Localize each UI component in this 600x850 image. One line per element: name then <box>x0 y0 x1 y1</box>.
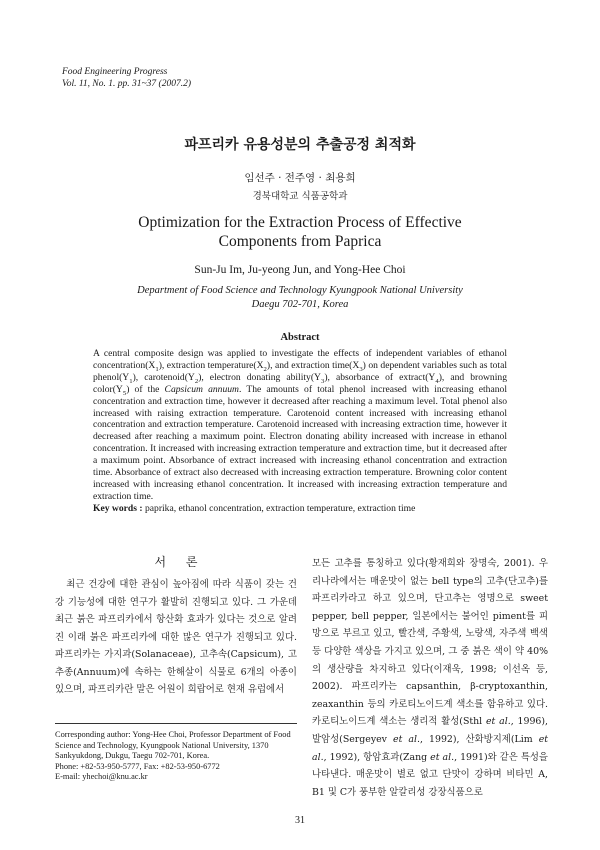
journal-header <box>62 66 191 90</box>
english-title-line2: Components from Paprica <box>218 233 382 250</box>
abstract-subscript: 1 <box>155 365 159 373</box>
abstract-text <box>93 348 507 503</box>
abstract-part: ), carotenoid(Y <box>132 371 195 383</box>
abstract-heading: Abstract <box>280 332 320 343</box>
abstract-subscript: 2 <box>263 365 267 373</box>
journal-volume: Vol. 11, No. 1. pp. 31~37 (2007.2) <box>62 79 191 89</box>
keywords <box>93 503 507 514</box>
footnote-divider <box>55 723 297 724</box>
body-right-column <box>312 555 548 801</box>
footnote <box>55 730 305 783</box>
abstract-part: ), extraction temperature(X <box>158 359 264 371</box>
abstract-subscript: 4 <box>435 377 439 385</box>
korean-title: 파프리카 유용성분의 추출공정 최적화 <box>184 137 416 153</box>
footnote-line2: Phone: +82-53-950-5777, Fax: +82-53-950-6772 <box>55 761 220 771</box>
page-number: 31 <box>295 815 305 826</box>
et-al: et al <box>430 751 452 763</box>
footnote-line3: E-mail: yhechoi@knu.ac.kr <box>55 772 148 782</box>
species-name: Capsicum annuum <box>164 383 239 395</box>
abstract-subscript: 3 <box>359 365 363 373</box>
journal-name: Food Engineering Progress <box>62 67 168 77</box>
abstract-subscript: 3 <box>320 377 325 385</box>
body-left-column: 최근 건강에 대한 관심이 높아짐에 따라 식품이 갖는 건강 기능성에 대한 연구가 활발히 진행되고 있다. 그 가운데 최근 붉은 파프리카에서 항산화 효과가 있다는 것으로 알려진 이래 붉은 파프리카에 대한 많은 연구가 진행되고 있다. 파프리카는 가지과(Solanaceae), 고추속(Capsicum), 고추종(Annuum)에 속하는 한해살이 식물로 6개의 아종이 있으며, 파프리카란 말은 어원이 희랍어로 현재 유럽에서 <box>55 579 297 695</box>
english-title-line1: Optimization for the Extraction Process of Effective <box>138 214 462 231</box>
english-affiliation-line2: Daegu 702-701, Korea <box>251 299 349 310</box>
abstract-part: . The amounts of total phenol increased with increasing ethanol concentration and extraction time, however it decreased after reaching a maximum level. Total phenol also increased with raising extraction temperature. Carotenoid content increased with increasing ethanol concentration and extraction temperature. Carotenoid increased with increasing extraction time, however it decreased after reaching a maximum point. Electron donating ability increased with increase in ethanol concentration. It increased with increasing extraction temperature and extraction time, but it decreased after a maximum point. Absorbance of extract increased with increasing ethanol concentration and extraction time. Absorbance of extract also decreased with increasing extraction temperature. Browning color content increased with increasing ethanol concentration. It increased with increasing extraction temperature and extraction time. <box>93 383 507 502</box>
abstract-part: A central composite design was applied to investigate the effects of independent variables of ethanol concentration(X <box>93 348 507 371</box>
english-affiliation-line1: Department of Food Science and Technology Kyungpook National University <box>137 285 463 296</box>
footnote-line1: Corresponding author: Yong-Hee Choi, Professor Department of Food Science and Technology, Kyungpook National University, 1370 Sankyukdong, Dukgu, Taegu 702-701, Korea. <box>55 730 291 761</box>
abstract-subscript: 2 <box>194 377 199 385</box>
abstract-part: ), absorbance of extract(Y <box>324 371 436 383</box>
abstract-part: ) on dependent variables such as total phenol(Y <box>93 359 507 383</box>
abstract-subscript: 5 <box>122 389 127 397</box>
body-part: 모든 고추를 통칭하고 있다(황재희와 장명숙, 2001). 우리나라에서는 매운맛이 없는 bell type의 고추(단고추)를 파프리카라고 하고 있으며, 단고추는 영명으로 sweet pepper, bell pepper, 일본에서는 불어인 piment를 피망으로 부르고 있고, 빨간색, 주황색, 노랑색, 자주색 백색 등 다양한 색상을 가지고 있으며, 그 중 붉은 색이 약 40%의 생산량을 차지하고 있다(이재욱, 1998; 이선옥 등, 2002). 파프리카는 capsanthin, β-cryptoxanthin, zeaxanthin 등의 카로티노이드계 색소를 함유하고 있다. 카로티노이드계 색소는 생리적 활성(Sthl <box>312 558 548 728</box>
korean-authors: 임선주 · 전주영 · 최용희 <box>244 172 356 184</box>
body-part: ., 1996), 발암성(Sergeyev <box>312 716 549 745</box>
abstract-part: ) of the <box>126 383 165 395</box>
keywords-text: paprika, ethanol concentration, extraction temperature, extraction time <box>142 503 416 514</box>
et-al: et al <box>312 733 549 763</box>
body-part: ., 1991)와 같은 특성을 나타낸다. 매운맛이 별로 없고 단맛이 강하며 비타민 A, B1 및 C가 풍부한 알칼리성 강장식품으로 <box>312 751 548 798</box>
abstract-part: ), electron donating ability(Y <box>198 371 321 383</box>
english-title <box>0 213 600 251</box>
body-part: ., 1992), 항암효과(Zang <box>320 751 431 763</box>
section-title: 서 론 <box>154 555 206 569</box>
et-al: et al <box>486 716 508 728</box>
body-part: ., 1992), 산화방지제(Lim <box>417 733 539 745</box>
korean-affiliation: 경북대학교 식품공학과 <box>252 191 348 202</box>
abstract-part: ), and browning color(Y <box>93 371 507 395</box>
keywords-label: Key words : <box>93 503 143 514</box>
english-affiliation <box>0 284 600 312</box>
abstract-subscript: 1 <box>129 377 133 385</box>
abstract-part: ), and extraction time(X <box>266 359 360 371</box>
english-authors: Sun-Ju Im, Ju-yeong Jun, and Yong-Hee Choi <box>194 264 406 276</box>
et-al: et al <box>393 733 417 745</box>
